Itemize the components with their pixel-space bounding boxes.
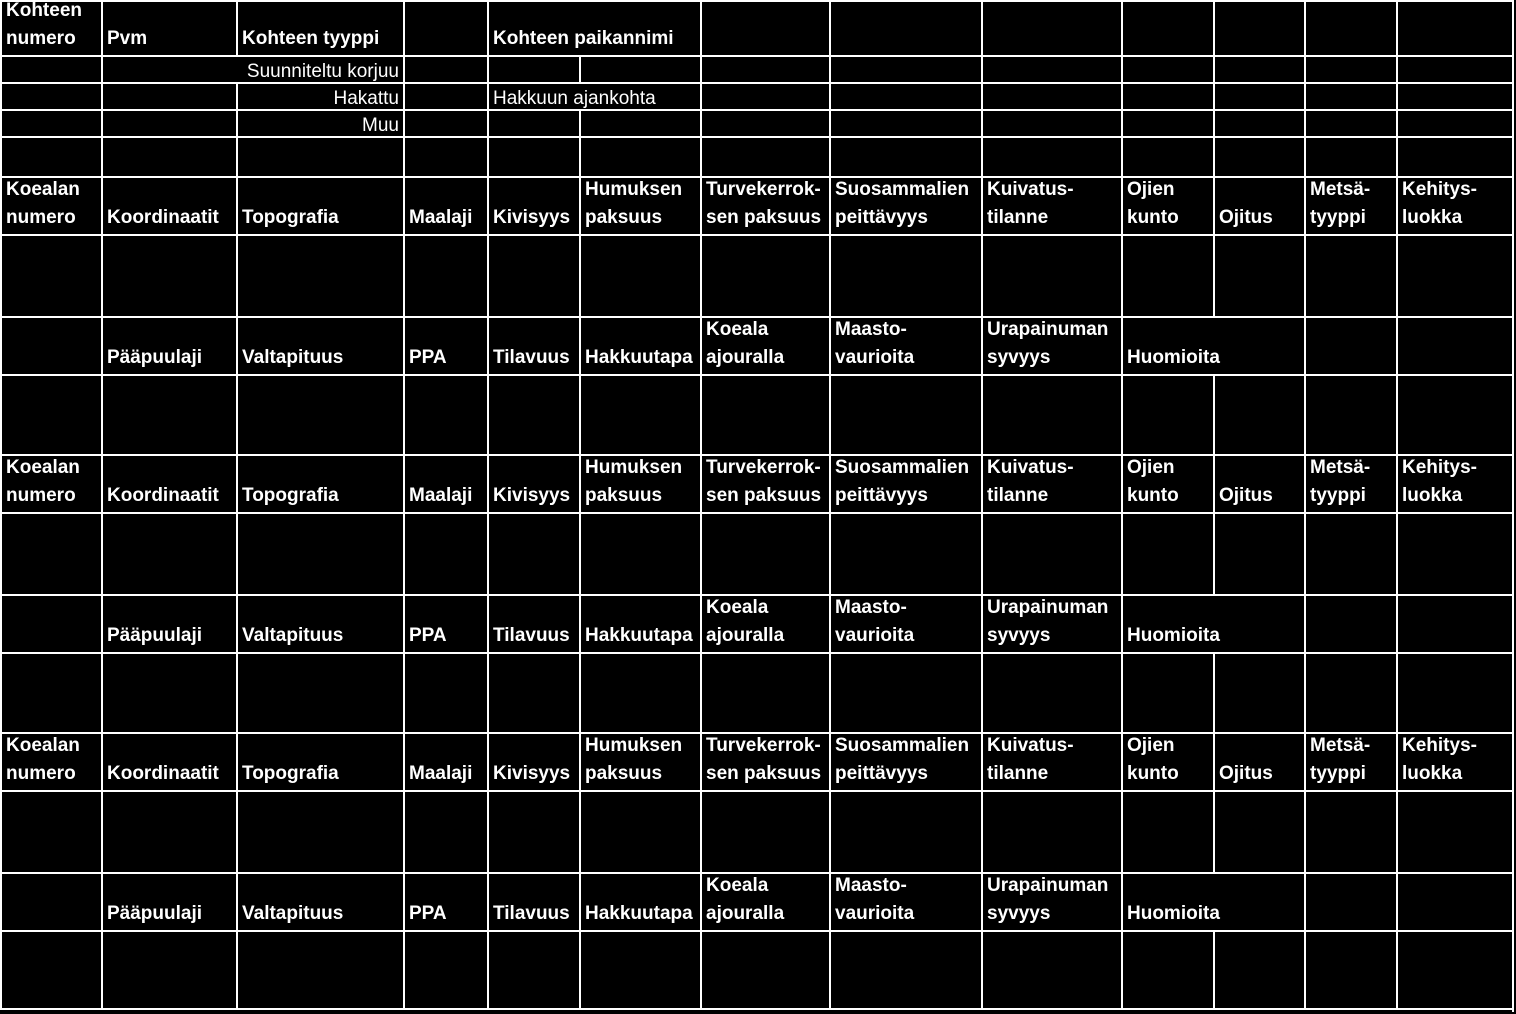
plot-1-header-col-8-label: Kuivatus- tilanne xyxy=(987,179,1074,228)
plot-1-header-col-9-label: Ojien kunto xyxy=(1127,179,1179,228)
plot-3-data-cell-2[interactable] xyxy=(236,790,403,872)
plot-3-stand-header-col-2-label: Valtapituus xyxy=(242,903,344,924)
plot-1-stand-data-cell-6[interactable] xyxy=(700,374,829,454)
plot-2-header-col-2 xyxy=(236,454,403,512)
row2-cell-12[interactable] xyxy=(1396,55,1512,82)
plot-2-stand-header-col-5-label: Hakkuutapa xyxy=(585,625,693,646)
plot-1-stand-header-col-2 xyxy=(236,316,403,374)
suunniteltu-korjuu-label-label: Suunniteltu korjuu xyxy=(246,61,399,82)
row5-cell-10[interactable] xyxy=(1213,136,1304,176)
plot-2-data-cell-5[interactable] xyxy=(579,512,700,594)
plot-2-data-cell-0[interactable] xyxy=(0,512,101,594)
plot-1-stand-header-col-3 xyxy=(403,316,487,374)
row5-cell-5[interactable] xyxy=(579,136,700,176)
plot-3-stand-header-col-5 xyxy=(579,872,700,930)
plot-3-huomioita-header xyxy=(1121,872,1304,930)
plot-3-header-col-8 xyxy=(981,732,1121,790)
sheet-right-border xyxy=(1512,0,1514,1012)
plot-2-header-col-4 xyxy=(487,454,579,512)
plot-1-data-cell-8[interactable] xyxy=(981,234,1121,316)
kohteen-numero-header-label: Kohteen numero xyxy=(6,0,82,49)
plot-1-stand-data-cell-10[interactable] xyxy=(1213,374,1304,454)
plot-3-header-col-10-label: Ojitus xyxy=(1219,763,1273,784)
plot-3-data-cell-10[interactable] xyxy=(1213,790,1304,872)
plot-3-stand-data-cell-11[interactable] xyxy=(1304,930,1396,1008)
row5-cell-9[interactable] xyxy=(1121,136,1213,176)
row2-cell-4[interactable] xyxy=(487,55,579,82)
plot-1-header-col-11-label: Metsä- tyyppi xyxy=(1310,179,1371,228)
plot-3-stand-header-col-4-label: Tilavuus xyxy=(493,903,570,924)
plot-3-stand-data-cell-3[interactable] xyxy=(403,930,487,1008)
plot-2-header-col-8 xyxy=(981,454,1121,512)
plot-2-stand-header-col-6 xyxy=(700,594,829,652)
plot-3-header-col-1-label: Koordinaatit xyxy=(107,763,219,784)
plot-1-stand-header-col-8 xyxy=(981,316,1121,374)
plot-2-header-col-2-label: Topografia xyxy=(242,485,339,506)
plot-3-header-col-12-label: Kehitys- luokka xyxy=(1402,735,1477,784)
plot-1-header-col-3-label: Maalaji xyxy=(409,207,473,228)
row2-cell-5[interactable] xyxy=(579,55,700,82)
plot-2-stand-data-cell-10[interactable] xyxy=(1213,652,1304,732)
plot-2-stand-header-col-0 xyxy=(0,594,101,652)
plot-1-stand-data-cell-3[interactable] xyxy=(403,374,487,454)
plot-1-data-cell-3[interactable] xyxy=(403,234,487,316)
plot-1-header-col-6 xyxy=(700,176,829,234)
plot-2-header-col-0-label: Koealan numero xyxy=(6,457,80,506)
plot-1-stand-data-cell-9[interactable] xyxy=(1121,374,1213,454)
plot-3-header-col-11 xyxy=(1304,732,1396,790)
plot-3-header-col-3 xyxy=(403,732,487,790)
plot-3-header-col-5-label: Humuksen paksuus xyxy=(585,735,683,784)
row5-cell-2[interactable] xyxy=(236,136,403,176)
header-empty-cell-10[interactable] xyxy=(1213,0,1304,55)
plot-1-stand-data-cell-11[interactable] xyxy=(1304,374,1396,454)
plot-2-header-col-4-label: Kivisyys xyxy=(493,485,571,506)
row4-cell-10[interactable] xyxy=(1213,109,1304,136)
plot-3-header-col-10 xyxy=(1213,732,1304,790)
row5-cell-11[interactable] xyxy=(1304,136,1396,176)
hakattu-label-label: Hakattu xyxy=(333,88,399,109)
plot-3-header-col-0-label: Koealan numero xyxy=(6,735,80,784)
plot-3-stand-data-cell-5[interactable] xyxy=(579,930,700,1008)
plot-2-header-col-0 xyxy=(0,454,101,512)
row3-cell-12[interactable] xyxy=(1396,82,1512,109)
plot-3-header-col-7 xyxy=(829,732,981,790)
hakattu-label xyxy=(236,82,403,109)
plot-3-header-col-12 xyxy=(1396,732,1512,790)
row2-cell-8[interactable] xyxy=(981,55,1121,82)
plot-1-stand-header-col-8-label: Urapainuman syvyys xyxy=(987,319,1109,368)
row4-cell-0[interactable] xyxy=(0,109,101,136)
plot-2-stand-header-col-5 xyxy=(579,594,700,652)
plot-2-stand-header-col-4 xyxy=(487,594,579,652)
plot-1-header-col-0 xyxy=(0,176,101,234)
row5-cell-1[interactable] xyxy=(101,136,236,176)
plot-3-stand-data-cell-10[interactable] xyxy=(1213,930,1304,1008)
row2-cell-7[interactable] xyxy=(829,55,981,82)
plot-1-stand-header-col-5 xyxy=(579,316,700,374)
header-empty-cell-8[interactable] xyxy=(981,0,1121,55)
plot-3-header-col-7-label: Suosammalien peittävyys xyxy=(835,735,970,784)
plot-1-stand-header-col-1-label: Pääpuulaji xyxy=(107,347,203,368)
plot-2-data-cell-4[interactable] xyxy=(487,512,579,594)
plot-2-stand-data-cell-8[interactable] xyxy=(981,652,1121,732)
plot-1-header-col-5-label: Humuksen paksuus xyxy=(585,179,683,228)
suunniteltu-korjuu-label xyxy=(101,55,403,82)
plot-2-stand-data-cell-6[interactable] xyxy=(700,652,829,732)
plot-2-header-col-5 xyxy=(579,454,700,512)
plot-3-header-col-6-label: Turvekerrok- sen paksuus xyxy=(706,735,822,784)
plot-3-data-cell-8[interactable] xyxy=(981,790,1121,872)
plot-2-header-col-5-label: Humuksen paksuus xyxy=(585,457,683,506)
plot-2-stand-header-col-2-label: Valtapituus xyxy=(242,625,344,646)
row3-cell-10[interactable] xyxy=(1213,82,1304,109)
plot-1-stand-data-cell-2[interactable] xyxy=(236,374,403,454)
plot-3-stand-header-col-6-label: Koeala ajouralla xyxy=(706,875,785,924)
plot-3-data-cell-0[interactable] xyxy=(0,790,101,872)
plot-3-data-cell-3[interactable] xyxy=(403,790,487,872)
plot-1-header-col-1-label: Koordinaatit xyxy=(107,207,219,228)
plot-3-data-cell-5[interactable] xyxy=(579,790,700,872)
plot-3-header-col-11-label: Metsä- tyyppi xyxy=(1310,735,1371,784)
plot-1-header-col-11 xyxy=(1304,176,1396,234)
plot-3-stand-data-cell-6[interactable] xyxy=(700,930,829,1008)
plot-2-data-cell-11[interactable] xyxy=(1304,512,1396,594)
plot-2-stand-header-col-7-label: Maasto- vaurioita xyxy=(835,597,915,646)
row5-cell-8[interactable] xyxy=(981,136,1121,176)
plot-3-header-col-8-label: Kuivatus- tilanne xyxy=(987,735,1074,784)
hakkuun-ajankohta-label-label: Hakkuun ajankohta xyxy=(493,88,656,109)
plot-2-stand-header-col-11 xyxy=(1304,594,1396,652)
muu-label xyxy=(236,109,403,136)
row3-cell-3[interactable] xyxy=(403,82,487,109)
plot-2-stand-data-cell-5[interactable] xyxy=(579,652,700,732)
plot-2-header-col-11-label: Metsä- tyyppi xyxy=(1310,457,1371,506)
plot-1-data-cell-4[interactable] xyxy=(487,234,579,316)
plot-3-stand-header-col-11 xyxy=(1304,872,1396,930)
plot-2-stand-header-col-8 xyxy=(981,594,1121,652)
plot-1-header-col-7 xyxy=(829,176,981,234)
row5-cell-12[interactable] xyxy=(1396,136,1512,176)
plot-1-header-col-10-label: Ojitus xyxy=(1219,207,1273,228)
plot-3-header-col-2 xyxy=(236,732,403,790)
plot-1-data-cell-0[interactable] xyxy=(0,234,101,316)
row5-cell-3[interactable] xyxy=(403,136,487,176)
plot-2-header-col-10 xyxy=(1213,454,1304,512)
plot-1-stand-header-col-11 xyxy=(1304,316,1396,374)
plot-2-header-col-6 xyxy=(700,454,829,512)
plot-1-stand-data-cell-7[interactable] xyxy=(829,374,981,454)
row3-cell-0[interactable] xyxy=(0,82,101,109)
plot-3-stand-header-col-8 xyxy=(981,872,1121,930)
hakkuun-ajankohta-label xyxy=(487,82,700,109)
row4-cell-12[interactable] xyxy=(1396,109,1512,136)
kohteen-paikannimi-header xyxy=(487,0,700,55)
plot-1-stand-header-col-5-label: Hakkuutapa xyxy=(585,347,693,368)
plot-2-header-col-7-label: Suosammalien peittävyys xyxy=(835,457,970,506)
plot-2-stand-data-cell-11[interactable] xyxy=(1304,652,1396,732)
plot-3-stand-header-col-7-label: Maasto- vaurioita xyxy=(835,875,915,924)
row2-cell-11[interactable] xyxy=(1304,55,1396,82)
plot-1-header-col-12 xyxy=(1396,176,1512,234)
plot-1-stand-data-cell-4[interactable] xyxy=(487,374,579,454)
plot-2-header-col-12-label: Kehitys- luokka xyxy=(1402,457,1477,506)
row3-cell-1[interactable] xyxy=(101,82,236,109)
plot-3-stand-data-cell-0[interactable] xyxy=(0,930,101,1008)
pvm-header xyxy=(101,0,236,55)
plot-3-stand-header-col-3 xyxy=(403,872,487,930)
header-empty-cell-11[interactable] xyxy=(1304,0,1396,55)
plot-3-data-cell-11[interactable] xyxy=(1304,790,1396,872)
plot-3-stand-data-cell-1[interactable] xyxy=(101,930,236,1008)
plot-2-header-col-3-label: Maalaji xyxy=(409,485,473,506)
plot-2-header-col-6-label: Turvekerrok- sen paksuus xyxy=(706,457,822,506)
plot-2-data-cell-6[interactable] xyxy=(700,512,829,594)
plot-1-stand-header-col-12 xyxy=(1396,316,1512,374)
plot-1-huomioita-header-label: Huomioita xyxy=(1127,347,1220,368)
plot-1-stand-header-col-0 xyxy=(0,316,101,374)
row2-cell-9[interactable] xyxy=(1121,55,1213,82)
row5-cell-6[interactable] xyxy=(700,136,829,176)
plot-1-stand-data-cell-5[interactable] xyxy=(579,374,700,454)
plot-3-stand-data-cell-8[interactable] xyxy=(981,930,1121,1008)
plot-3-stand-header-col-4 xyxy=(487,872,579,930)
pvm-header-label: Pvm xyxy=(107,28,148,49)
plot-1-stand-header-col-1 xyxy=(101,316,236,374)
plot-2-data-cell-10[interactable] xyxy=(1213,512,1304,594)
plot-2-stand-data-cell-0[interactable] xyxy=(0,652,101,732)
plot-3-stand-data-cell-7[interactable] xyxy=(829,930,981,1008)
plot-3-stand-data-cell-12[interactable] xyxy=(1396,930,1512,1008)
plot-3-header-col-6 xyxy=(700,732,829,790)
plot-1-stand-data-cell-1[interactable] xyxy=(101,374,236,454)
plot-1-stand-header-col-7 xyxy=(829,316,981,374)
plot-2-header-col-10-label: Ojitus xyxy=(1219,485,1273,506)
plot-1-stand-header-col-6 xyxy=(700,316,829,374)
plot-2-header-col-7 xyxy=(829,454,981,512)
plot-2-stand-data-cell-7[interactable] xyxy=(829,652,981,732)
plot-2-data-cell-1[interactable] xyxy=(101,512,236,594)
plot-3-stand-header-col-8-label: Urapainuman syvyys xyxy=(987,875,1109,924)
plot-3-header-col-1 xyxy=(101,732,236,790)
plot-1-stand-header-col-4 xyxy=(487,316,579,374)
plot-3-stand-header-col-0 xyxy=(0,872,101,930)
plot-3-stand-header-col-7 xyxy=(829,872,981,930)
plot-1-stand-data-cell-0[interactable] xyxy=(0,374,101,454)
plot-1-data-cell-7[interactable] xyxy=(829,234,981,316)
plot-1-data-cell-5[interactable] xyxy=(579,234,700,316)
plot-2-stand-data-cell-1[interactable] xyxy=(101,652,236,732)
row3-cell-9[interactable] xyxy=(1121,82,1213,109)
plot-1-data-cell-12[interactable] xyxy=(1396,234,1512,316)
row4-cell-5[interactable] xyxy=(579,109,700,136)
plot-2-stand-header-col-4-label: Tilavuus xyxy=(493,625,570,646)
plot-1-header-col-4-label: Kivisyys xyxy=(493,207,571,228)
plot-1-header-col-12-label: Kehitys- luokka xyxy=(1402,179,1477,228)
plot-1-stand-header-col-3-label: PPA xyxy=(409,347,447,368)
plot-2-stand-data-cell-2[interactable] xyxy=(236,652,403,732)
plot-3-stand-header-col-1-label: Pääpuulaji xyxy=(107,903,203,924)
row4-cell-1[interactable] xyxy=(101,109,236,136)
plot-1-stand-header-col-7-label: Maasto- vaurioita xyxy=(835,319,915,368)
plot-1-data-cell-11[interactable] xyxy=(1304,234,1396,316)
plot-1-header-col-9 xyxy=(1121,176,1213,234)
row3-cell-11[interactable] xyxy=(1304,82,1396,109)
plot-2-header-col-3 xyxy=(403,454,487,512)
plot-1-data-cell-1[interactable] xyxy=(101,234,236,316)
plot-1-stand-header-col-6-label: Koeala ajouralla xyxy=(706,319,785,368)
header-empty-cell-9[interactable] xyxy=(1121,0,1213,55)
plot-2-data-cell-12[interactable] xyxy=(1396,512,1512,594)
plot-3-data-cell-4[interactable] xyxy=(487,790,579,872)
kohteen-paikannimi-header-label: Kohteen paikannimi xyxy=(493,28,674,49)
plot-1-stand-data-cell-8[interactable] xyxy=(981,374,1121,454)
plot-2-stand-data-cell-3[interactable] xyxy=(403,652,487,732)
plot-3-stand-data-cell-4[interactable] xyxy=(487,930,579,1008)
plot-1-header-col-2-label: Topografia xyxy=(242,207,339,228)
plot-3-data-cell-1[interactable] xyxy=(101,790,236,872)
plot-3-stand-header-col-3-label: PPA xyxy=(409,903,447,924)
plot-3-header-col-2-label: Topografia xyxy=(242,763,339,784)
row4-cell-7[interactable] xyxy=(829,109,981,136)
plot-2-data-cell-2[interactable] xyxy=(236,512,403,594)
plot-1-header-col-2 xyxy=(236,176,403,234)
plot-3-header-col-0 xyxy=(0,732,101,790)
plot-2-stand-header-col-2 xyxy=(236,594,403,652)
plot-3-header-col-3-label: Maalaji xyxy=(409,763,473,784)
plot-1-header-col-3 xyxy=(403,176,487,234)
plot-1-data-cell-10[interactable] xyxy=(1213,234,1304,316)
plot-3-header-col-4 xyxy=(487,732,579,790)
row5-cell-7[interactable] xyxy=(829,136,981,176)
row3-cell-7[interactable] xyxy=(829,82,981,109)
plot-2-huomioita-header-label: Huomioita xyxy=(1127,625,1220,646)
plot-2-data-cell-8[interactable] xyxy=(981,512,1121,594)
plot-2-header-col-8-label: Kuivatus- tilanne xyxy=(987,457,1074,506)
header-empty-cell-3 xyxy=(403,0,487,55)
plot-2-data-cell-9[interactable] xyxy=(1121,512,1213,594)
plot-2-stand-data-cell-4[interactable] xyxy=(487,652,579,732)
plot-2-stand-data-cell-12[interactable] xyxy=(1396,652,1512,732)
plot-1-stand-data-cell-12[interactable] xyxy=(1396,374,1512,454)
row5-cell-4[interactable] xyxy=(487,136,579,176)
row2-cell-10[interactable] xyxy=(1213,55,1304,82)
plot-3-stand-header-col-5-label: Hakkuutapa xyxy=(585,903,693,924)
plot-2-data-cell-3[interactable] xyxy=(403,512,487,594)
row4-cell-4[interactable] xyxy=(487,109,579,136)
plot-2-stand-header-col-1-label: Pääpuulaji xyxy=(107,625,203,646)
plot-3-data-cell-9[interactable] xyxy=(1121,790,1213,872)
plot-3-header-col-5 xyxy=(579,732,700,790)
plot-1-header-col-6-label: Turvekerrok- sen paksuus xyxy=(706,179,822,228)
kohteen-tyyppi-header xyxy=(236,0,403,55)
row3-cell-8[interactable] xyxy=(981,82,1121,109)
plot-2-header-col-12 xyxy=(1396,454,1512,512)
row3-cell-6[interactable] xyxy=(700,82,829,109)
plot-3-data-cell-7[interactable] xyxy=(829,790,981,872)
header-empty-cell-12[interactable] xyxy=(1396,0,1512,55)
plot-2-header-col-1 xyxy=(101,454,236,512)
sheet-bottom-border xyxy=(0,1008,1514,1010)
row4-cell-8[interactable] xyxy=(981,109,1121,136)
plot-1-stand-header-col-4-label: Tilavuus xyxy=(493,347,570,368)
plot-1-data-cell-6[interactable] xyxy=(700,234,829,316)
plot-2-stand-header-col-8-label: Urapainuman syvyys xyxy=(987,597,1109,646)
header-empty-cell-7[interactable] xyxy=(829,0,981,55)
row4-cell-9[interactable] xyxy=(1121,109,1213,136)
row4-cell-3[interactable] xyxy=(403,109,487,136)
plot-1-data-cell-9[interactable] xyxy=(1121,234,1213,316)
plot-1-header-col-7-label: Suosammalien peittävyys xyxy=(835,179,970,228)
plot-3-stand-header-col-2 xyxy=(236,872,403,930)
row2-cell-0[interactable] xyxy=(0,55,101,82)
plot-3-data-cell-12[interactable] xyxy=(1396,790,1512,872)
plot-3-data-cell-6[interactable] xyxy=(700,790,829,872)
plot-2-header-col-1-label: Koordinaatit xyxy=(107,485,219,506)
plot-1-header-col-0-label: Koealan numero xyxy=(6,179,80,228)
header-empty-cell-6[interactable] xyxy=(700,0,829,55)
plot-2-header-col-9 xyxy=(1121,454,1213,512)
plot-3-header-col-4-label: Kivisyys xyxy=(493,763,571,784)
plot-2-header-col-11 xyxy=(1304,454,1396,512)
plot-2-data-cell-7[interactable] xyxy=(829,512,981,594)
row4-cell-11[interactable] xyxy=(1304,109,1396,136)
row4-cell-6[interactable] xyxy=(700,109,829,136)
plot-3-stand-header-col-1 xyxy=(101,872,236,930)
plot-1-header-col-4 xyxy=(487,176,579,234)
plot-3-header-col-9-label: Ojien kunto xyxy=(1127,735,1179,784)
plot-3-header-col-9 xyxy=(1121,732,1213,790)
plot-2-header-col-9-label: Ojien kunto xyxy=(1127,457,1179,506)
plot-2-stand-header-col-6-label: Koeala ajouralla xyxy=(706,597,785,646)
kohteen-tyyppi-header-label: Kohteen tyyppi xyxy=(242,28,380,49)
plot-1-header-col-10 xyxy=(1213,176,1304,234)
plot-3-stand-data-cell-2[interactable] xyxy=(236,930,403,1008)
plot-3-stand-data-cell-9[interactable] xyxy=(1121,930,1213,1008)
plot-1-data-cell-2[interactable] xyxy=(236,234,403,316)
plot-2-stand-header-col-3 xyxy=(403,594,487,652)
plot-2-stand-header-col-1 xyxy=(101,594,236,652)
plot-2-stand-data-cell-9[interactable] xyxy=(1121,652,1213,732)
plot-1-header-col-8 xyxy=(981,176,1121,234)
kohteen-numero-header xyxy=(0,0,101,55)
plot-1-huomioita-header xyxy=(1121,316,1304,374)
muu-label-label: Muu xyxy=(362,115,399,136)
plot-3-stand-header-col-12 xyxy=(1396,872,1512,930)
plot-2-stand-header-col-12 xyxy=(1396,594,1512,652)
plot-2-huomioita-header xyxy=(1121,594,1304,652)
plot-1-header-col-1 xyxy=(101,176,236,234)
plot-1-header-col-5 xyxy=(579,176,700,234)
plot-2-stand-header-col-7 xyxy=(829,594,981,652)
plot-2-stand-header-col-3-label: PPA xyxy=(409,625,447,646)
row2-cell-6[interactable] xyxy=(700,55,829,82)
row2-cell-3[interactable] xyxy=(403,55,487,82)
plot-1-stand-header-col-2-label: Valtapituus xyxy=(242,347,344,368)
plot-3-stand-header-col-6 xyxy=(700,872,829,930)
row5-cell-0[interactable] xyxy=(0,136,101,176)
plot-3-huomioita-header-label: Huomioita xyxy=(1127,903,1220,924)
